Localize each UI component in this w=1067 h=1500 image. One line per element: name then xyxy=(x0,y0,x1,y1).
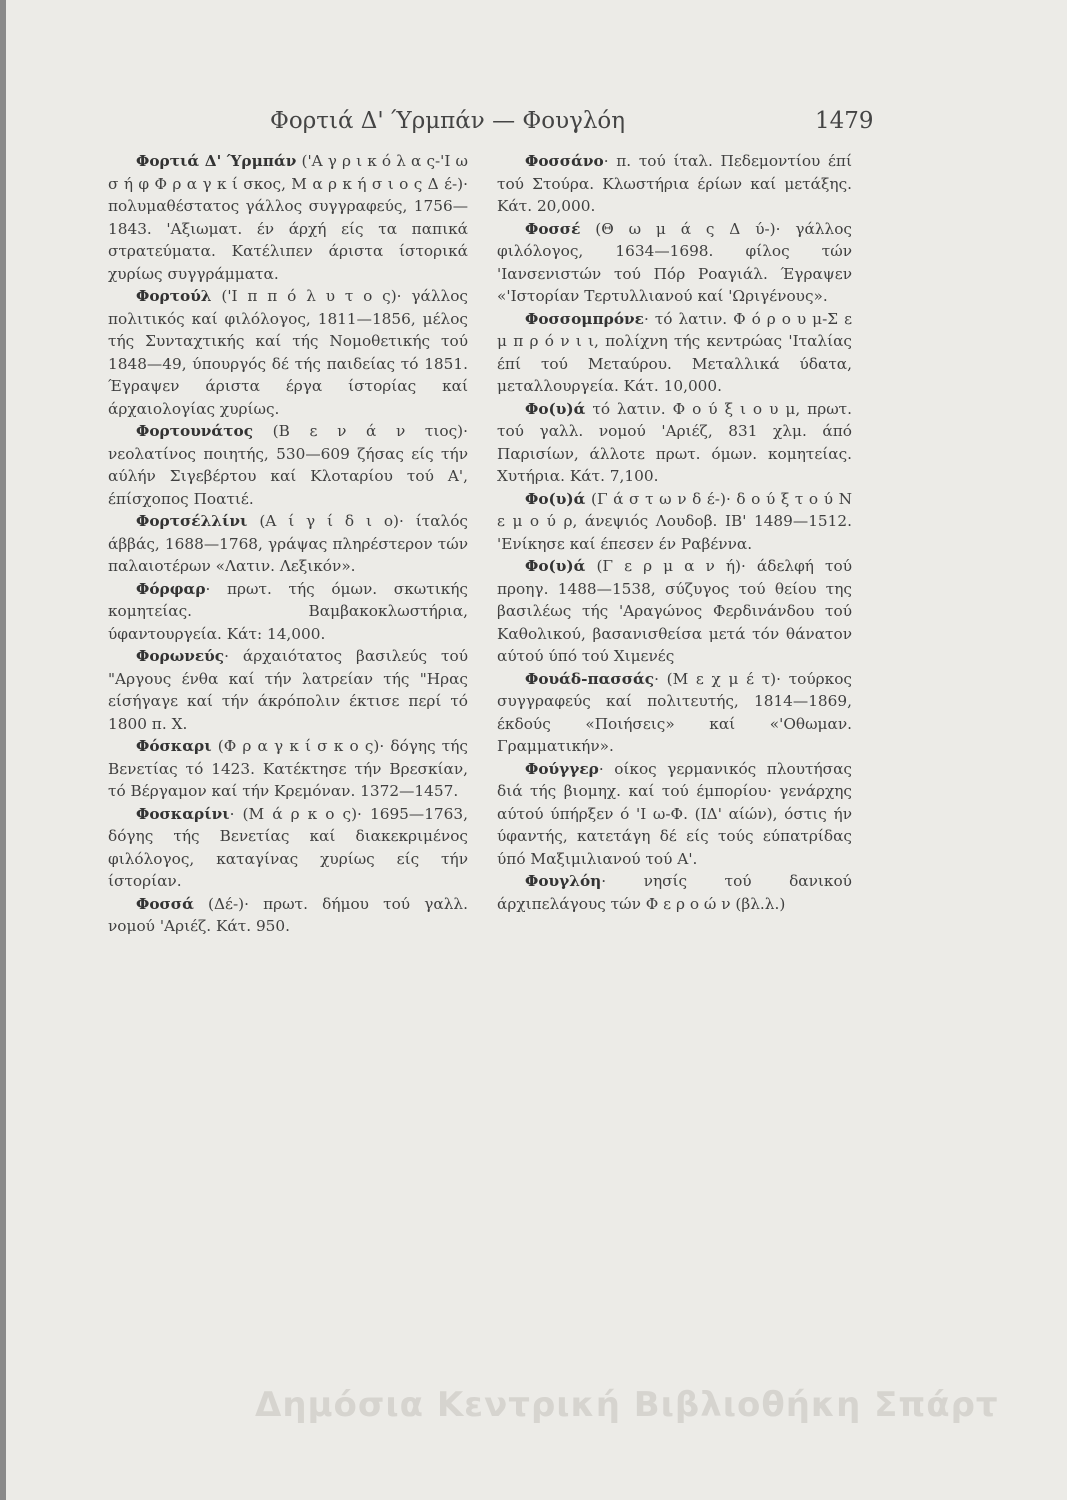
entry-text: ('Ι π π ό λ υ τ ο ς)· γάλλος πολιτικός καί φιλόλογος, 1811—1856, μέλος τής Συνταχτικής καί τής Νομοθετικής τού 1848—49, ύπουργός δέ τής παιδείας τό 1851. Έγραψεν άριστα έργα ίστορίας καί άρχαιολογίας χυρίως. xyxy=(108,287,468,418)
entry-headword: Φόσκαρι xyxy=(136,737,212,755)
library-watermark: Δημόσια Κεντρική Βιβλιοθήκη Σπάρτ xyxy=(255,1385,999,1425)
dictionary-entry xyxy=(108,578,468,646)
dictionary-entry xyxy=(497,870,852,915)
header-title: Φορτιά Δ' Ύρμπάν — Φουγλόη xyxy=(270,108,626,134)
entry-text: · άρχαιότατος βασιλεύς τού "Αργους ένθα καί τήν λατρείαν τής "Ηρας είσήγαγε καί τήν άκρόπολιν έκτισε περί τό 1800 π. Χ. xyxy=(108,647,468,733)
entry-headword: Φορτούλ xyxy=(136,287,212,305)
entry-text: · οίκος γερμανικός πλουτήσας διά τής βιομηχ. καί τού έμπορίου· γενάρχης αύτού ύπήρξεν ό 'Ι ω-Φ. (ΙΔ' αίών), όστις ήν ύφαντής, κατετάγη δέ είς τούς εύπατρίδας ύπό Μαξιμιλιανού τού Α'. xyxy=(497,759,852,868)
left-column xyxy=(108,150,468,938)
entry-text: (Δέ-)· πρωτ. δήμου τού γαλλ. νομού 'Αριέζ. Κάτ. 950. xyxy=(108,894,468,935)
entry-text: · π. τού ίταλ. Πεδεμοντίου έπί τού Στούρα. Κλωστήρια έρίων καί μετάξης. Κάτ. 20,000. xyxy=(497,152,852,215)
dictionary-entry xyxy=(497,758,852,871)
dictionary-entry xyxy=(497,150,852,218)
entry-headword: Φοσσάνο xyxy=(525,152,604,170)
binding-edge xyxy=(0,0,6,1500)
entry-headword: Φόρφαρ xyxy=(136,579,206,598)
entry-headword: Φούγγερ xyxy=(525,759,599,778)
dictionary-entry xyxy=(108,735,468,803)
entry-text: ('Α γ ρ ι κ ό λ α ς-'Ι ω σ ή φ Φ ρ α γ κ ί σκος, Μ α ρ κ ή σ ι ο ς Δ έ-)· πολυμαθέστατος γάλλος συγγραφεύς, 1756—1843. 'Αξιωματ. έν άρχή είς τα παπικά στρατεύματα. Κατέλιπεν άριστα ίστορικά χυρίως συγγράμματα. xyxy=(108,152,469,283)
entry-headword: Φοσσομπρόνε xyxy=(525,309,644,328)
entry-headword: Φορτσέλλίνι xyxy=(136,512,248,530)
page-number: 1479 xyxy=(815,108,874,134)
entry-headword: Φοσκαρίνι xyxy=(136,804,230,823)
entry-text: (Γ ά σ τ ω ν δ έ-)· δ ο ύ ξ τ ο ύ Ν ε μ ο ύ ρ, άνεψιός Λουδοβ. ΙΒ' 1489—1512. 'Ενίκησε καί έπεσεν έν Ραβέννα. xyxy=(497,489,852,553)
dictionary-entry xyxy=(497,555,852,668)
entry-text: (Α ί γ ί δ ι ο)· ίταλός άββάς, 1688—1768, γράψας πληρέστερον τών παλαιοτέρων «Λατιν. Λεξικόν». xyxy=(108,512,468,575)
entry-text: · (Μ ά ρ κ ο ς)· 1695—1763, δόγης τής Βενετίας καί διακεκριμένος φιλόλογος, καταγίνας χυρίως είς τήν ίστορίαν. xyxy=(108,804,468,890)
entry-headword: Φο(υ)ά xyxy=(525,489,586,508)
dictionary-entry xyxy=(108,285,468,420)
dictionary-entry xyxy=(497,488,852,556)
entry-headword: Φοσσέ xyxy=(525,219,581,238)
dictionary-entry xyxy=(108,420,468,510)
entry-headword: Φουγλόη xyxy=(525,872,602,890)
entry-headword: Φο(υ)ά xyxy=(525,399,586,418)
dictionary-entry xyxy=(497,398,852,488)
entry-text: (Γ ε ρ μ α ν ή)· άδελφή τού προηγ. 1488—1538, σύζυγος τού θείου της βασιλέως τής 'Αραγώνος Φερδινάνδου τού Καθολικού, βασανισθείσα μετά τόν θάνατον αύτού ύπό τού Χιμενές xyxy=(497,557,852,665)
dictionary-entry xyxy=(497,218,852,308)
entry-text: · (Μ ε χ μ έ τ)· τούρκος συγγραφεύς καί πολιτευτής, 1814—1869, έκδούς «Ποιήσεις» καί «'Οθωμαν. Γραμματικήν». xyxy=(497,669,852,755)
entry-headword: Φο(υ)ά xyxy=(525,557,586,575)
entry-text: (Φ ρ α γ κ ί σ κ ο ς)· δόγης τής Βενετίας τό 1423. Κατέκτησε τήν Βρεσκίαν, τό Βέργαμον καί τήν Κρεμόναν. 1372—1457. xyxy=(108,737,468,800)
right-column xyxy=(497,150,852,915)
entry-text: · πρωτ. τής όμων. σκωτικής κομητείας. Βαμβακοκλωστήρια, ύφαντουργεία. Κάτ: 14,000. xyxy=(108,579,468,643)
dictionary-entry xyxy=(108,893,468,938)
entry-text: · νησίς τού δανικού άρχιπελάγους τών Φ ε ρ ο ώ ν (βλ.λ.) xyxy=(497,872,852,913)
entry-text: τό λατιν. Φ ο ύ ξ ι ο υ μ, πρωτ. τού γαλλ. νομού 'Αριέζ, 831 χλμ. άπό Παρισίων, άλλοτε πρωτ. όμων. κομητείας. Χυτήρια. Κάτ. 7,100. xyxy=(497,399,852,485)
dictionary-entry xyxy=(108,803,468,893)
dictionary-entry xyxy=(108,510,468,578)
entry-text: (Β ε ν ά ν τιος)· νεολατίνος ποιητής, 530—609 ζήσας είς τήν αύλήν Σιγεβέρτου καί Κλοταρίου τού Α', έπίσχοπος Ποατιέ. xyxy=(108,422,468,508)
entry-headword: Φορτουνάτος xyxy=(136,422,254,440)
entry-headword: Φουάδ-πασσάς xyxy=(525,669,655,688)
running-header xyxy=(100,104,880,144)
entry-text: (Θ ω μ ά ς Δ ύ-)· γάλλος φιλόλογος, 1634—1698. φίλος τών 'Ιανσενιστών τού Πόρ Ροαγιάλ. Έγραψεν «'Ιστορίαν Τερτυλλιανού καί 'Ωριγένους». xyxy=(497,219,852,305)
dictionary-entry xyxy=(497,308,852,398)
entry-headword: Φορωνεύς xyxy=(136,647,225,665)
entry-headword: Φορτιά Δ' Ύρμπάν xyxy=(136,152,297,170)
dictionary-entry xyxy=(497,668,852,758)
dictionary-entry xyxy=(108,645,468,735)
dictionary-entry xyxy=(108,150,468,285)
entry-headword: Φοσσά xyxy=(136,894,194,913)
entry-text: · τό λατιν. Φ ό ρ ο υ μ-Σ ε μ π ρ ό ν ι ι, πολίχνη τής κεντρώας 'Ιταλίας έπί τού Μεταύρου. Μεταλλικά ύδατα, μεταλλουργεία. Κάτ. 10,000. xyxy=(497,309,852,395)
